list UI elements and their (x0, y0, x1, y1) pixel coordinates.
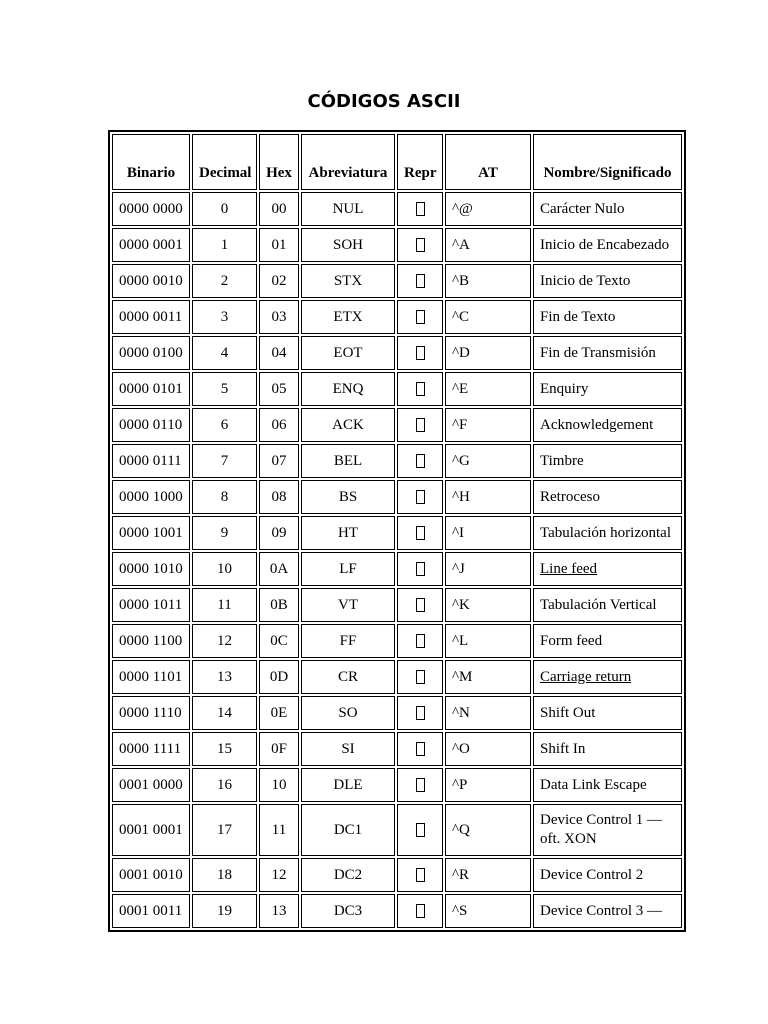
cell-at: ^I (445, 516, 531, 550)
cell-abreviatura: DLE (301, 768, 395, 802)
cell-abreviatura: ETX (301, 300, 395, 334)
cell-decimal: 17 (192, 804, 257, 856)
cell-repr (397, 264, 443, 298)
cell-hex: 00 (259, 192, 299, 226)
table-row (112, 804, 682, 856)
cell-at: ^M (445, 660, 531, 694)
cell-nombre: Fin de Texto (533, 300, 682, 334)
cell-hex: 01 (259, 228, 299, 262)
cell-abreviatura: SOH (301, 228, 395, 262)
header-repr: Repr (397, 134, 443, 190)
cell-repr (397, 768, 443, 802)
box-glyph-icon (416, 670, 425, 684)
cell-binario: 0000 0011 (112, 300, 190, 334)
cell-at: ^B (445, 264, 531, 298)
table-row (112, 858, 682, 892)
cell-binario: 0001 0011 (112, 894, 190, 928)
cell-abreviatura: SO (301, 696, 395, 730)
box-glyph-icon (416, 418, 425, 432)
cell-abreviatura: DC1 (301, 804, 395, 856)
box-glyph-icon (416, 346, 425, 360)
cell-decimal: 9 (192, 516, 257, 550)
cell-at: ^S (445, 894, 531, 928)
cell-decimal: 14 (192, 696, 257, 730)
box-glyph-icon (416, 562, 425, 576)
cell-binario: 0001 0000 (112, 768, 190, 802)
table-header-row (112, 134, 682, 190)
header-at: AT (445, 134, 531, 190)
table-row (112, 300, 682, 334)
box-glyph-icon (416, 274, 425, 288)
table-row (112, 408, 682, 442)
cell-nombre: Retroceso (533, 480, 682, 514)
cell-abreviatura: NUL (301, 192, 395, 226)
cell-binario: 0001 0001 (112, 804, 190, 856)
cell-decimal: 13 (192, 660, 257, 694)
cell-repr (397, 444, 443, 478)
table-row (112, 480, 682, 514)
cell-repr (397, 408, 443, 442)
cell-abreviatura: VT (301, 588, 395, 622)
cell-nombre: Carácter Nulo (533, 192, 682, 226)
cell-nombre: Shift In (533, 732, 682, 766)
header-abreviatura: Abreviatura (301, 134, 395, 190)
cell-hex: 0E (259, 696, 299, 730)
cell-decimal: 18 (192, 858, 257, 892)
cell-decimal: 6 (192, 408, 257, 442)
box-glyph-icon (416, 598, 425, 612)
cell-hex: 12 (259, 858, 299, 892)
cell-nombre: Enquiry (533, 372, 682, 406)
cell-binario: 0000 0000 (112, 192, 190, 226)
cell-binario: 0000 0010 (112, 264, 190, 298)
nombre-link[interactable]: Line feed (540, 560, 598, 577)
header-binario: Binario (112, 134, 190, 190)
cell-binario: 0001 0010 (112, 858, 190, 892)
box-glyph-icon (416, 310, 425, 324)
cell-hex: 11 (259, 804, 299, 856)
cell-repr (397, 480, 443, 514)
cell-abreviatura: HT (301, 516, 395, 550)
table-body (112, 192, 682, 928)
cell-repr (397, 372, 443, 406)
cell-abreviatura: STX (301, 264, 395, 298)
box-glyph-icon (416, 778, 425, 792)
cell-decimal: 8 (192, 480, 257, 514)
cell-repr (397, 516, 443, 550)
cell-nombre: Inicio de Texto (533, 264, 682, 298)
cell-binario: 0000 1111 (112, 732, 190, 766)
cell-binario: 0000 1101 (112, 660, 190, 694)
table-row (112, 228, 682, 262)
cell-hex: 10 (259, 768, 299, 802)
cell-decimal: 4 (192, 336, 257, 370)
cell-at: ^A (445, 228, 531, 262)
cell-nombre (533, 552, 682, 586)
table-row (112, 624, 682, 658)
cell-decimal: 16 (192, 768, 257, 802)
cell-binario: 0000 1110 (112, 696, 190, 730)
cell-at: ^G (445, 444, 531, 478)
cell-at: ^F (445, 408, 531, 442)
cell-nombre: Acknowledgement (533, 408, 682, 442)
cell-abreviatura: CR (301, 660, 395, 694)
cell-repr (397, 588, 443, 622)
cell-binario: 0000 0111 (112, 444, 190, 478)
cell-binario: 0000 1011 (112, 588, 190, 622)
cell-at: ^H (445, 480, 531, 514)
table-row (112, 588, 682, 622)
cell-at: ^C (445, 300, 531, 334)
cell-abreviatura: ENQ (301, 372, 395, 406)
cell-repr (397, 300, 443, 334)
cell-at: ^P (445, 768, 531, 802)
cell-abreviatura: EOT (301, 336, 395, 370)
cell-at: ^K (445, 588, 531, 622)
cell-binario: 0000 1000 (112, 480, 190, 514)
box-glyph-icon (416, 454, 425, 468)
box-glyph-icon (416, 868, 425, 882)
cell-nombre: Inicio de Encabezado (533, 228, 682, 262)
cell-abreviatura: LF (301, 552, 395, 586)
cell-at: ^J (445, 552, 531, 586)
header-hex: Hex (259, 134, 299, 190)
cell-hex: 06 (259, 408, 299, 442)
cell-repr (397, 894, 443, 928)
table-row (112, 894, 682, 928)
cell-nombre: Timbre (533, 444, 682, 478)
box-glyph-icon (416, 238, 425, 252)
cell-decimal: 3 (192, 300, 257, 334)
table-row (112, 192, 682, 226)
box-glyph-icon (416, 382, 425, 396)
cell-nombre: Data Link Escape (533, 768, 682, 802)
cell-binario: 0000 1001 (112, 516, 190, 550)
table-row (112, 552, 682, 586)
box-glyph-icon (416, 490, 425, 504)
cell-nombre: Fin de Transmisión (533, 336, 682, 370)
table-row (112, 264, 682, 298)
cell-binario: 0000 0110 (112, 408, 190, 442)
cell-nombre: Shift Out (533, 696, 682, 730)
cell-abreviatura: FF (301, 624, 395, 658)
ascii-table (108, 130, 686, 932)
header-decimal: Decimal (192, 134, 257, 190)
cell-hex: 0F (259, 732, 299, 766)
table-row (112, 516, 682, 550)
table-row (112, 732, 682, 766)
cell-decimal: 5 (192, 372, 257, 406)
cell-repr (397, 804, 443, 856)
cell-hex: 0A (259, 552, 299, 586)
cell-abreviatura: DC2 (301, 858, 395, 892)
cell-decimal: 1 (192, 228, 257, 262)
header-nombre: Nombre/Significado (533, 134, 682, 190)
box-glyph-icon (416, 634, 425, 648)
cell-hex: 0D (259, 660, 299, 694)
cell-hex: 0B (259, 588, 299, 622)
cell-repr (397, 660, 443, 694)
cell-at: ^R (445, 858, 531, 892)
cell-hex: 04 (259, 336, 299, 370)
cell-at: ^@ (445, 192, 531, 226)
box-glyph-icon (416, 742, 425, 756)
cell-nombre: Device Control 2 (533, 858, 682, 892)
cell-binario: 0000 0101 (112, 372, 190, 406)
cell-binario: 0000 1100 (112, 624, 190, 658)
cell-repr (397, 696, 443, 730)
cell-repr (397, 192, 443, 226)
cell-repr (397, 228, 443, 262)
cell-at: ^O (445, 732, 531, 766)
box-glyph-icon (416, 202, 425, 216)
table-row (112, 372, 682, 406)
cell-decimal: 7 (192, 444, 257, 478)
cell-decimal: 12 (192, 624, 257, 658)
cell-hex: 05 (259, 372, 299, 406)
cell-hex: 08 (259, 480, 299, 514)
cell-repr (397, 732, 443, 766)
cell-hex: 07 (259, 444, 299, 478)
cell-nombre: Form feed (533, 624, 682, 658)
cell-nombre: Tabulación Vertical (533, 588, 682, 622)
cell-abreviatura: BS (301, 480, 395, 514)
cell-at: ^Q (445, 804, 531, 856)
table-row (112, 696, 682, 730)
cell-nombre: Device Control 1 — oft. XON (533, 804, 682, 856)
box-glyph-icon (416, 823, 425, 837)
cell-binario: 0000 0001 (112, 228, 190, 262)
cell-binario: 0000 1010 (112, 552, 190, 586)
table-row (112, 444, 682, 478)
cell-abreviatura: ACK (301, 408, 395, 442)
cell-at: ^E (445, 372, 531, 406)
cell-abreviatura: DC3 (301, 894, 395, 928)
table-row (112, 660, 682, 694)
cell-decimal: 19 (192, 894, 257, 928)
page-title: CÓDIGOS ASCII (307, 91, 461, 112)
cell-decimal: 15 (192, 732, 257, 766)
cell-repr (397, 624, 443, 658)
cell-nombre (533, 660, 682, 694)
cell-decimal: 10 (192, 552, 257, 586)
table-row (112, 336, 682, 370)
box-glyph-icon (416, 904, 425, 918)
nombre-link[interactable]: Carriage return (540, 668, 632, 685)
cell-hex: 03 (259, 300, 299, 334)
cell-repr (397, 552, 443, 586)
cell-decimal: 2 (192, 264, 257, 298)
cell-decimal: 0 (192, 192, 257, 226)
cell-at: ^L (445, 624, 531, 658)
cell-decimal: 11 (192, 588, 257, 622)
cell-at: ^D (445, 336, 531, 370)
cell-abreviatura: BEL (301, 444, 395, 478)
cell-nombre: Tabulación horizontal (533, 516, 682, 550)
cell-repr (397, 858, 443, 892)
cell-hex: 13 (259, 894, 299, 928)
table-row (112, 768, 682, 802)
box-glyph-icon (416, 526, 425, 540)
cell-hex: 09 (259, 516, 299, 550)
cell-hex: 0C (259, 624, 299, 658)
box-glyph-icon (416, 706, 425, 720)
cell-repr (397, 336, 443, 370)
cell-nombre: Device Control 3 — (533, 894, 682, 928)
cell-hex: 02 (259, 264, 299, 298)
cell-at: ^N (445, 696, 531, 730)
cell-binario: 0000 0100 (112, 336, 190, 370)
cell-abreviatura: SI (301, 732, 395, 766)
